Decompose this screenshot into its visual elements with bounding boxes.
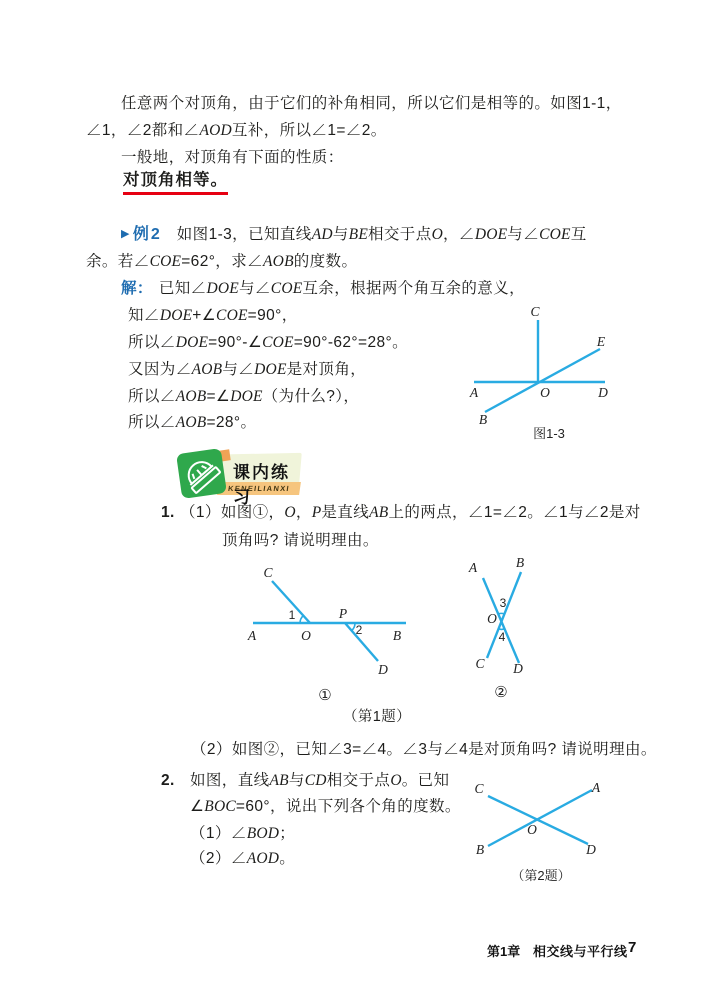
fig2-label-C: C (475, 656, 485, 671)
fig2-label-A: A (468, 560, 478, 575)
exercise1-line-1: （1）如图①，O，P是直线AB上的两点，∠1=∠2。∠1与∠2是对 (180, 504, 641, 521)
intro-line-2: ∠1，∠2都和∠AOD互补，所以∠1=∠2。 (86, 122, 387, 139)
exercise1-figures-caption: （第1题） (343, 709, 412, 725)
footer-page-number: 7 (628, 939, 637, 956)
fig1-label-C: C (263, 565, 273, 580)
figure-1-3-label-O: O (540, 385, 550, 400)
exercise1-number: 1. (161, 504, 175, 521)
intro-line-1: 任意两个对顶角，由于它们的补角相同，所以它们是相等的。如图1-1， (121, 95, 622, 112)
fig1-label-A: A (247, 628, 257, 643)
fig2-label-B: B (515, 556, 525, 570)
figure-1-3-label-D: D (598, 385, 608, 400)
exercise2-number: 2. (161, 772, 175, 789)
fig1-label-P: P (338, 606, 348, 621)
exercise2-item-1: （1）∠BOD； (190, 825, 296, 842)
solution-line-0 (121, 281, 525, 297)
footer-chapter-title: 相交线与平行线 (533, 944, 628, 959)
fig1-label-angle1: 1 (288, 608, 296, 622)
figx2-label-A: A (591, 780, 601, 795)
example2-line-2: 余。若∠COE=62°，求∠AOB的度数。 (86, 253, 358, 270)
property-text: 对顶角相等。 (123, 171, 228, 195)
example2-label: 例2 (132, 226, 162, 243)
figx2-caption: （第2题） (511, 868, 571, 883)
solution-line-2: 所以∠DOE=90°-∠COE=90°-62°=28°。 (128, 334, 409, 351)
figure-1-3-line-BE (485, 349, 600, 412)
solution-intro: 已知∠DOE与∠COE互余，根据两个角互余的意义， (158, 280, 526, 297)
footer-chapter: 第1章 (487, 944, 521, 959)
solution-line-3: 又因为∠AOB与∠DOE是对顶角， (128, 361, 367, 378)
solution-line-4: 所以∠AOB=∠DOE（为什么?）， (128, 388, 360, 405)
fig2-caption: ② (494, 684, 508, 701)
figx2-label-B: B (475, 842, 485, 857)
figure-1-3-label-E: E (596, 334, 606, 349)
exercise2-figure (460, 772, 628, 892)
fig2-label-angle4: 4 (498, 630, 506, 644)
exercise1-line-2: 顶角吗? 请说明理由。 (222, 532, 379, 549)
exercise1-figure-2 (440, 556, 600, 708)
exercise2-item-2: （2）∠AOD。 (190, 850, 296, 867)
example2-line-1 (121, 227, 587, 243)
figure-1-3-label-A: A (469, 385, 479, 400)
figure-1-3-label-C: C (530, 304, 540, 319)
badge-title: 课内练习 (233, 463, 290, 507)
exercise1-part2: （2）如图②，已知∠3=∠4。∠3与∠4是对顶角吗? 请说明理由。 (191, 741, 657, 758)
solution-line-1: 知∠DOE+∠COE=90°， (128, 307, 298, 324)
intro-line-3: 一般地，对顶角有下面的性质： (121, 149, 344, 166)
figure-1-3-caption: 图1-3 (533, 426, 565, 441)
solution-line-5: 所以∠AOB=28°。 (128, 414, 257, 431)
fig1-label-angle2: 2 (355, 623, 363, 637)
figure-1-3-label-B: B (478, 412, 488, 427)
fig2-label-O: O (487, 611, 497, 626)
example-marker-icon: ▶ (121, 228, 130, 240)
figx2-label-O: O (527, 822, 537, 837)
exercise1-figure-1 (235, 560, 413, 710)
protractor-icon (176, 448, 227, 499)
fig1-label-D: D (378, 662, 388, 677)
exercise2-line-1: 如图，直线AB与CD相交于点O。已知 (190, 772, 450, 789)
fig2-angle3-arc (498, 613, 504, 614)
fig2-label-D: D (513, 661, 523, 676)
property-statement (123, 172, 228, 189)
fig2-label-angle3: 3 (499, 596, 507, 610)
fig1-caption: ① (318, 687, 332, 704)
exercise2-line-2: ∠BOC=60°，说出下列各个角的度数。 (190, 798, 461, 815)
fig1-label-O: O (301, 628, 311, 643)
figx2-label-C: C (474, 781, 484, 796)
fig1-label-B: B (392, 628, 402, 643)
solution-label: 解： (121, 280, 153, 297)
example2-body-1: 如图1-3，已知直线AD与BE相交于点O，∠DOE与∠COE互 (176, 226, 587, 243)
figx2-label-D: D (586, 842, 596, 857)
figure-1-3 (458, 300, 628, 452)
practice-badge (178, 451, 304, 507)
badge-subtitle: KENEILIANXI (227, 484, 291, 493)
